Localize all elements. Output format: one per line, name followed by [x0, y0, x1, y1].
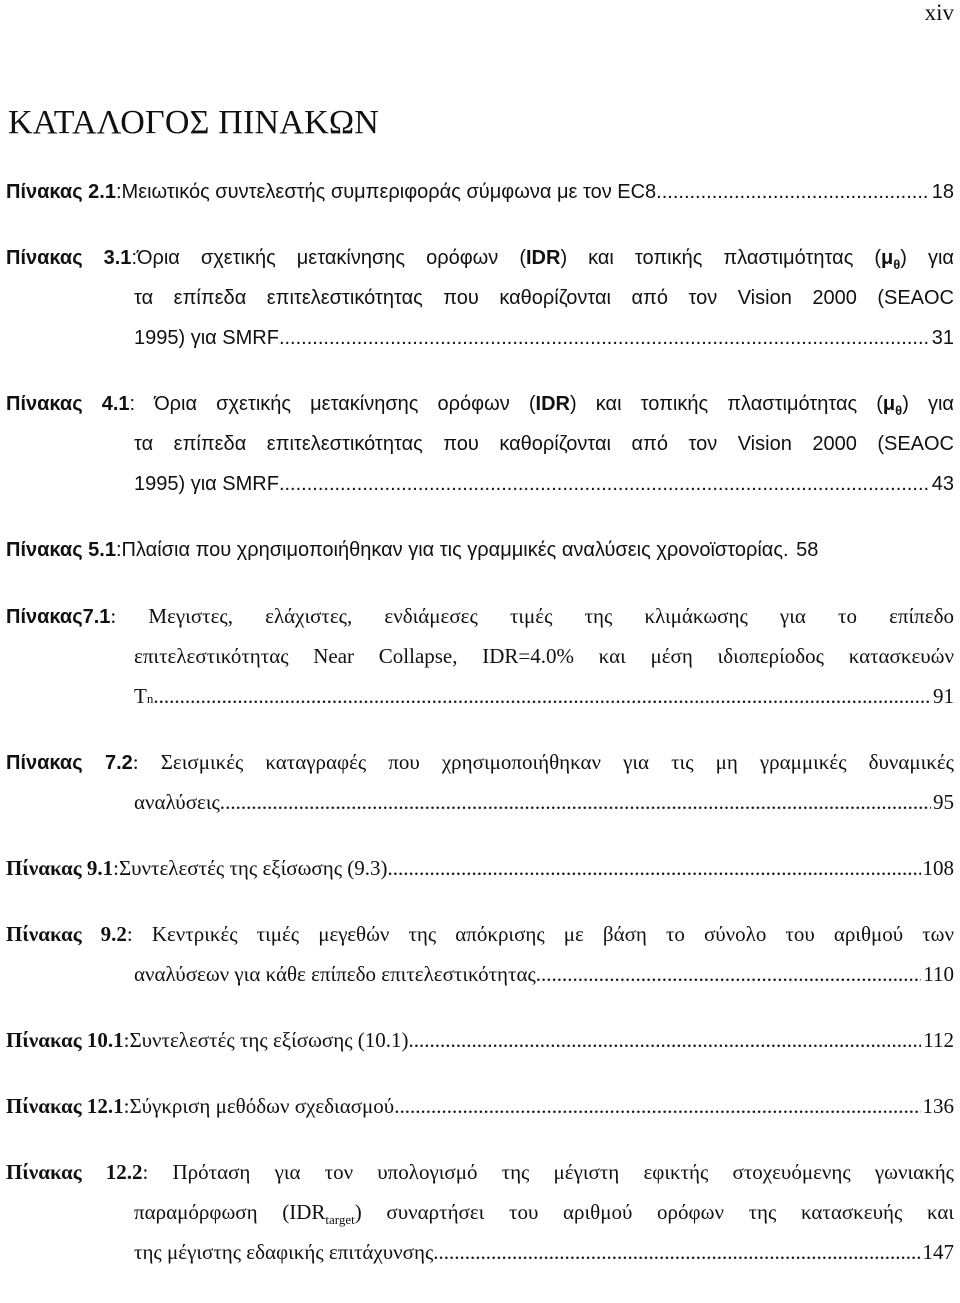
entry-page-number: 18	[931, 181, 954, 203]
entry-separator: :	[126, 922, 152, 946]
entry-title-line-3: 1995) για SMRF	[134, 327, 279, 349]
entry-title-part: Όρια σχετικής μετακίνησης ορόφων (	[154, 393, 536, 415]
entry-page-number: 43	[931, 473, 954, 495]
leader-dots	[279, 464, 930, 504]
entry-separator: :	[115, 539, 122, 561]
leader-dots	[225, 782, 931, 822]
entry-title-line-2-end: ) συναρτήσει του αριθμού ορόφων της κατασκευής και	[354, 1200, 954, 1224]
toc-entry-table-12-1[interactable]	[6, 1086, 954, 1126]
entry-label: Πίνακας 12.2	[6, 1160, 143, 1184]
entry-label: Πίνακας 5.1	[6, 539, 116, 561]
entry-title-line-2: παραμόρφωση (IDR	[134, 1200, 326, 1224]
leader-dots	[279, 318, 930, 358]
entry-title: Πλαίσια που χρησιμοποιήθηκαν για τις γραμμικές αναλύσεις χρονοϊστορίας.	[121, 539, 789, 561]
leader-dots	[409, 1020, 922, 1060]
entry-page-number: 58	[796, 539, 819, 561]
entry-title-line-2: αναλύσεων για κάθε επίπεδο επιτελεστικότητας	[134, 962, 536, 986]
entry-title-line-2: αναλύσεις.	[134, 790, 226, 814]
entry-title-line-2: τα επίπεδα επιτελεστικότητας που καθορίζονται από τον Vision 2000 (SEAOC	[134, 433, 954, 455]
entry-title-part: ) και τοπικής πλαστιμότητας (	[560, 247, 882, 269]
entry-title-line-1: Μεγιστες, ελάχιστες, ενδιάμεσες τιμές της κλιμάκωσης για το επίπεδο	[148, 604, 954, 628]
entry-title: Μειωτικός συντελεστής συμπεριφοράς σύμφωνα με τον EC8	[121, 181, 657, 203]
entry-title-part: ) για	[900, 247, 954, 269]
entry-label: Πίνακας7.1	[6, 606, 111, 628]
entry-mu-subscript: θ	[895, 403, 903, 418]
entry-separator: :	[123, 1094, 130, 1118]
entry-title-line-3: 1995) για SMRF	[134, 473, 279, 495]
toc-entry-table-12-2[interactable]	[6, 1152, 954, 1272]
entry-idr: IDR	[535, 393, 570, 415]
page-title: ΚΑΤΑΛΟΓΟΣ ΠΙΝΑΚΩΝ	[8, 104, 380, 141]
toc-entry-table-7-2[interactable]	[6, 742, 954, 822]
entry-label: Πίνακας 12.1	[6, 1094, 124, 1118]
entry-title-line-2: τα επίπεδα επιτελεστικότητας που καθορίζονται από τον Vision 2000 (SEAOC	[134, 287, 954, 309]
toc-entry-table-10-1[interactable]	[6, 1020, 954, 1060]
entry-page-number: 110	[923, 962, 954, 986]
leader-dots	[388, 848, 921, 888]
entry-label: Πίνακας 3.1	[6, 247, 132, 269]
toc-entry-table-9-1[interactable]	[6, 848, 954, 888]
entry-subscript: target	[325, 1212, 355, 1228]
entry-label: Πίνακας 7.2	[6, 752, 133, 774]
entry-title-line-1: Πρόταση για τον υπολογισμό της μέγιστη εφικτής στοχευόμενης γωνιακής	[172, 1160, 954, 1184]
entry-title-part: ) και τοπικής πλαστιμότητας (	[569, 393, 883, 415]
entry-title-part: ) για	[902, 393, 954, 415]
entry-page-number: 31	[931, 327, 954, 349]
entry-mu-subscript: θ	[893, 257, 901, 272]
entry-separator: :	[129, 393, 155, 415]
entry-page-number: 95	[933, 790, 954, 814]
entry-separator: :	[113, 856, 119, 880]
entry-title-line-2: επιτελεστικότητας Near Collapse, IDR=4.0% και μέση ιδιοπερίοδος κατασκευών	[134, 644, 954, 668]
entry-separator: :	[131, 247, 137, 269]
toc-entry-table-2-1[interactable]	[6, 172, 954, 212]
page-number: xiv	[924, 0, 954, 25]
leader-dots	[153, 676, 931, 716]
entry-separator: :	[142, 1160, 173, 1184]
entry-label: Πίνακας 4.1	[6, 393, 130, 415]
entry-mu: μ	[881, 247, 894, 269]
table-of-tables	[6, 172, 954, 1298]
entry-page-number: 136	[922, 1094, 954, 1118]
entry-title-line-3: T	[134, 684, 147, 708]
leader-dots	[394, 1086, 920, 1126]
entry-separator: :	[132, 750, 161, 774]
entry-page-number: 112	[923, 1028, 954, 1052]
entry-separator: :	[115, 181, 122, 203]
entry-label: Πίνακας 2.1	[6, 181, 116, 203]
toc-entry-table-4-1[interactable]	[6, 384, 954, 504]
entry-title: Συντελεστές της εξίσωσης (10.1)	[129, 1028, 409, 1052]
leader-dots	[656, 172, 930, 212]
entry-label: Πίνακας 9.2	[6, 922, 127, 946]
entry-page-number: 91	[933, 684, 954, 708]
entry-title-part: Όρια σχετικής μετακίνησης ορόφων (	[137, 247, 526, 269]
entry-mu: μ	[882, 393, 896, 415]
toc-entry-table-5-1[interactable]	[6, 530, 954, 570]
leader-dots	[536, 954, 921, 994]
entry-title-line-1: Κεντρικές τιμές μεγεθών της απόκρισης με βάση το σύνολο του αριθμού των	[151, 922, 954, 946]
entry-separator: :	[123, 1028, 130, 1052]
toc-entry-table-7-1[interactable]: Πίνακας7.1: Μεγιστες, ελάχιστες, ενδιάμεσες τιμές της κλιμάκωσης για το επίπεδο επιτελεστικότητας Near Collapse, IDR=4.0% και μέση ιδιοπερίοδος κατασκευών T n ..... 91	[6, 596, 954, 716]
entry-page-number: 108	[922, 856, 954, 880]
entry-title-line-1: Σεισμικές καταγραφές που χρησιμοποιήθηκαν για τις μη γραμμικές δυναμικές	[160, 750, 954, 774]
entry-title-line-3: της μέγιστης εδαφικής επιτάχυνσης	[134, 1240, 434, 1264]
entry-label: Πίνακας 10.1	[6, 1028, 124, 1052]
entry-page-number: 147	[922, 1240, 954, 1264]
entry-label: Πίνακας 9.1	[6, 856, 114, 880]
entry-title: Συντελεστές της εξίσωσης (9.3)	[118, 856, 388, 880]
entry-idr: IDR	[525, 247, 561, 269]
toc-entry-table-3-1[interactable]	[6, 238, 954, 358]
leader-dots	[433, 1232, 920, 1272]
toc-entry-table-9-2[interactable]	[6, 914, 954, 994]
entry-separator: :	[110, 604, 149, 628]
entry-title: Σύγκριση μεθόδων σχεδιασμού	[129, 1094, 395, 1118]
